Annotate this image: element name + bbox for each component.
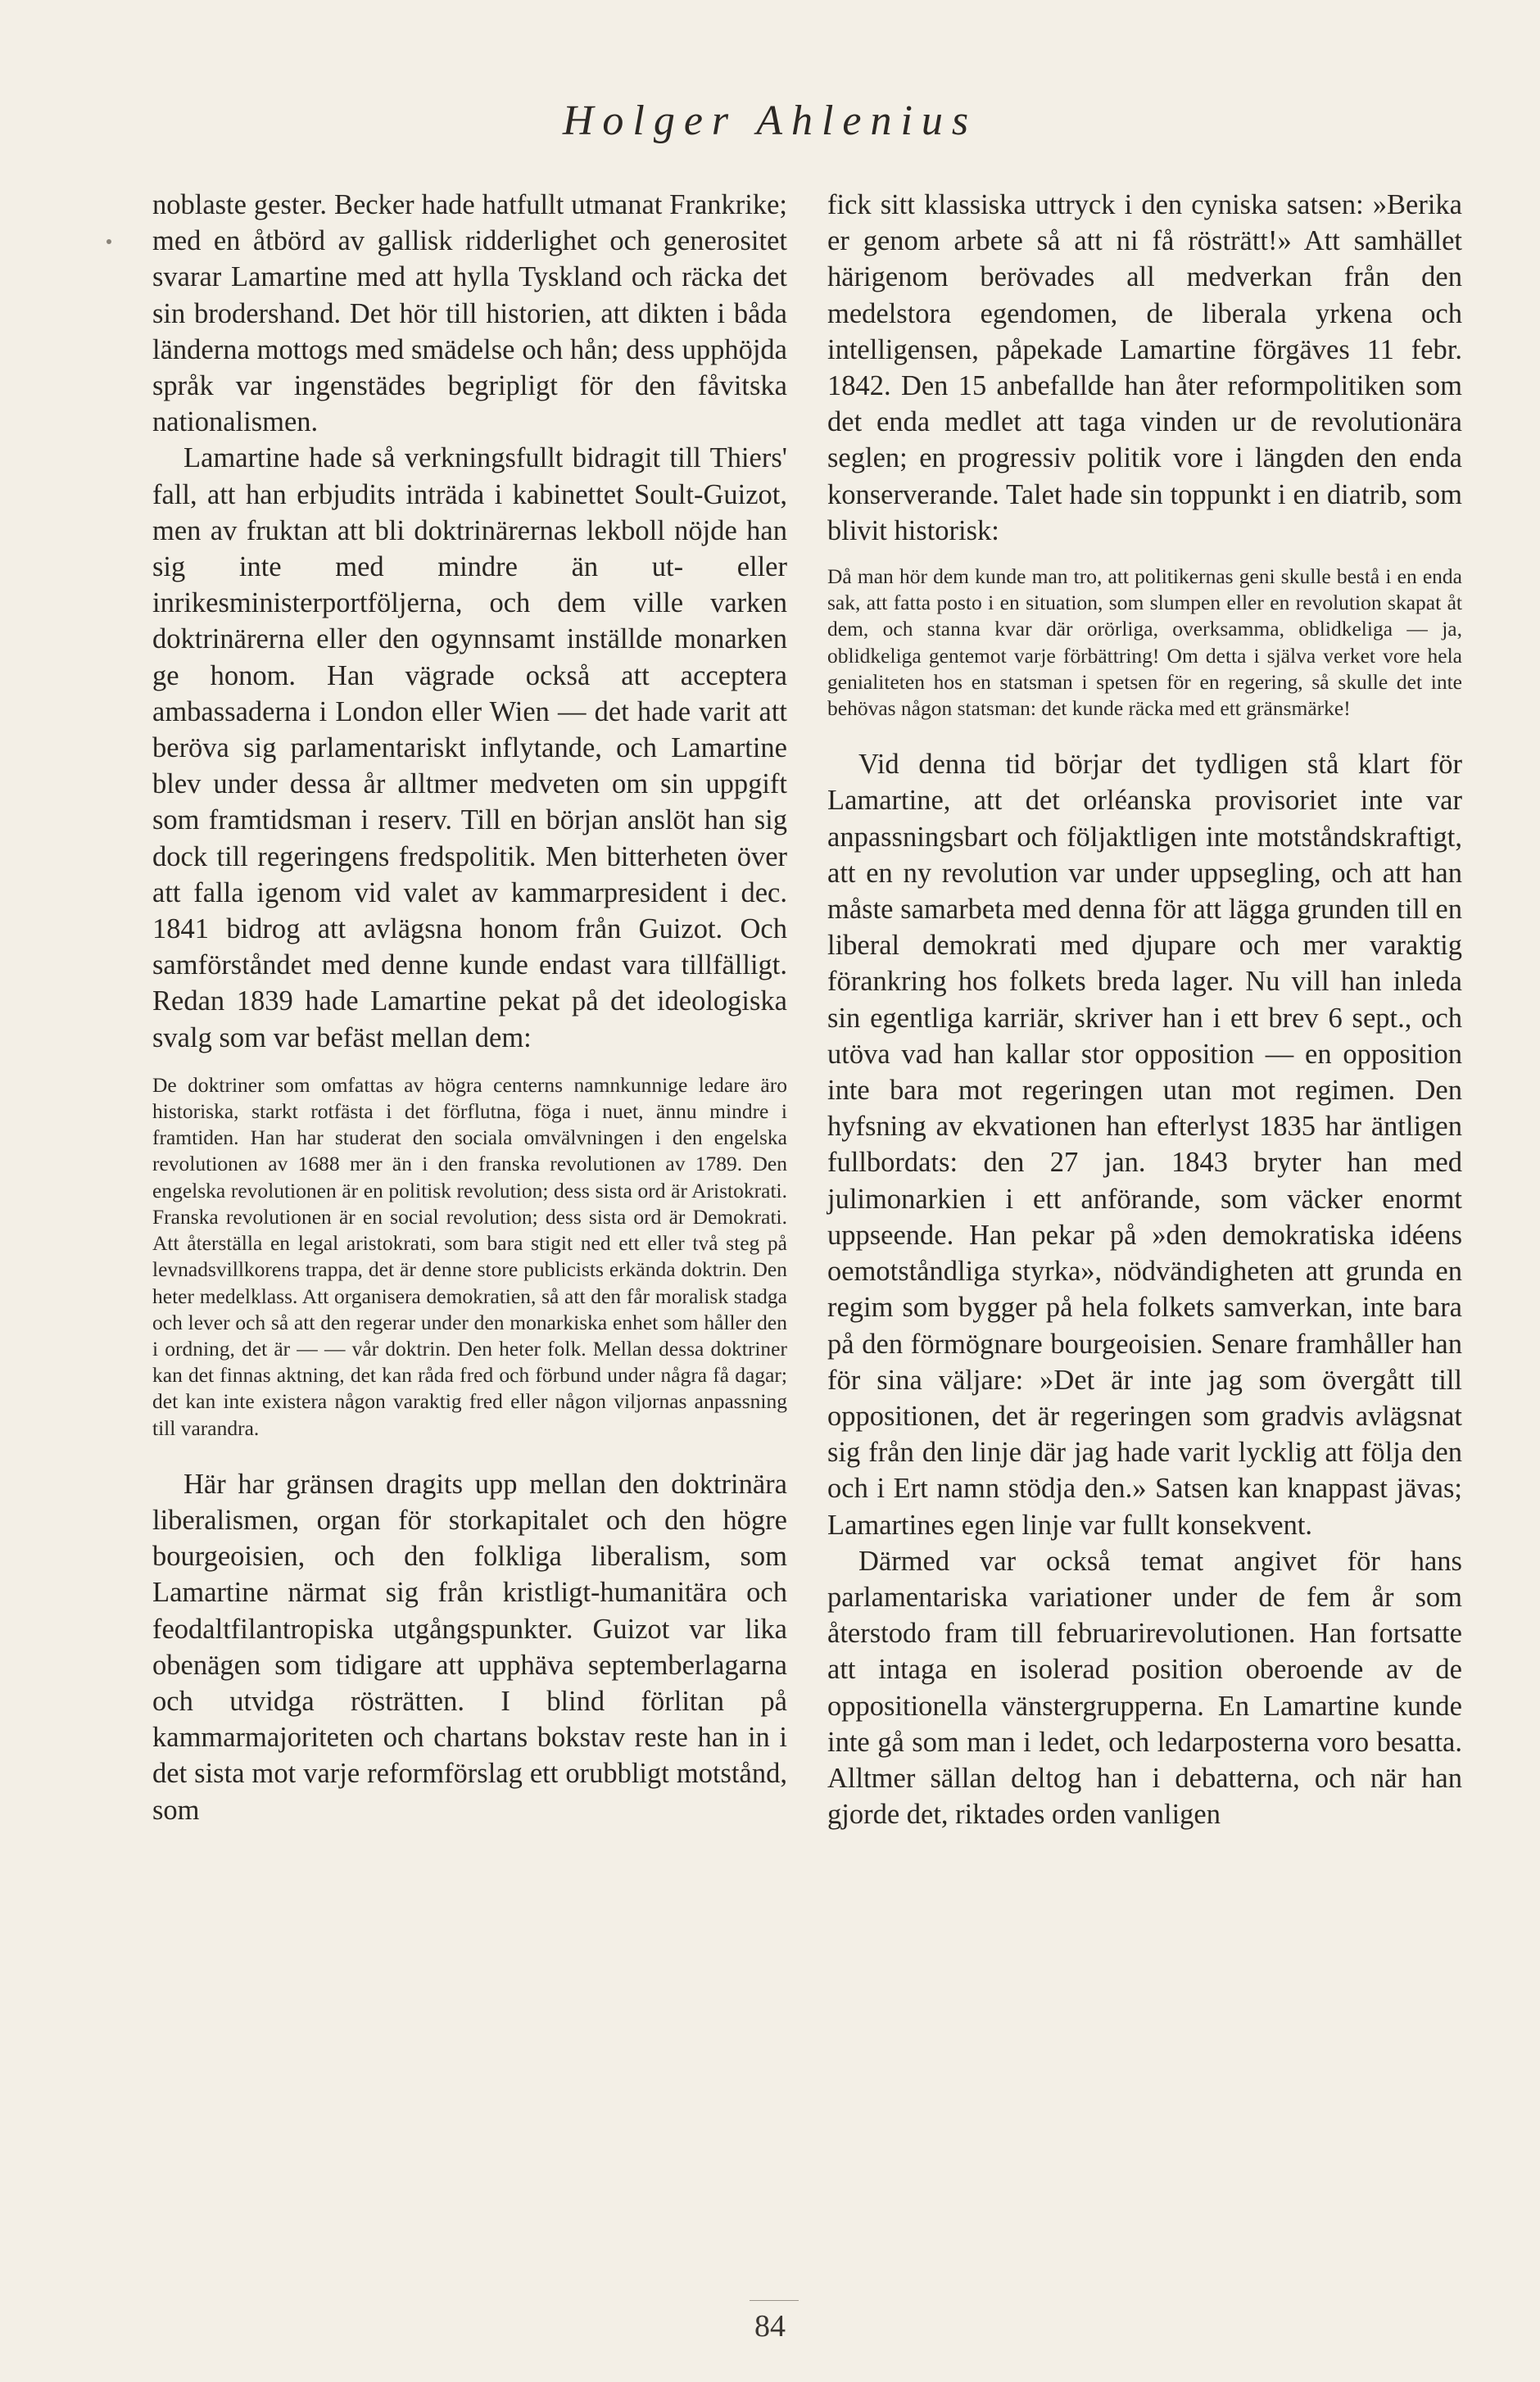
running-head: Holger Ahlenius (562, 97, 978, 144)
left-column (152, 187, 787, 1828)
body-paragraph: fick sitt klassiska uttryck i den cyniska satsen: »Berika er genom arbete så att ni få rösträtt!» Att samhället härigenom berövades all medverkan från den medelstora egendomen, de liberala yrkena och intelligensen, påpekade Lamartine förgäves 11 febr. 1842. Den 15 anbefallde han åter reformpolitiken som det enda medlet att taga vinden ur de revolutionära seglen; en progressiv politik vore i längden den enda konserverande. Talet hade sin toppunkt i en diatrib, som blivit historisk: (827, 189, 1462, 546)
right-column (827, 187, 1462, 1832)
folio-rule (750, 2300, 799, 2301)
body-paragraph: Lamartine hade så verkningsfullt bidragit till Thiers' fall, att han erbjudits inträda i kabinettet Soult-Guizot, men av fruktan att bli doktrinärernas lekboll nöjde han sig inte med mindre än ut- eller inrikesministerportföljerna, och dem ville varken doktrinärerna eller den ogynnsamt inställde monarken ge honom. Han vägrade också att acceptera ambassaderna i London eller Wien — det hade varit att beröva sig parlamentariskt inflytande, och Lamartine blev under dessa år alltmer medveten om sin uppgift som framtidsman i reserv. Till en början anslöt han sig dock till regeringens fredspolitik. Men bitterheten över att falla igenom vid valet av kammarpresident i dec. 1841 bidrog att avlägsna honom från Guizot. Och samförståndet med denne kunde endast vara tillfälligt. Redan 1839 hade Lamartine pekat på det ideologiska svalg som var befäst mellan dem: (152, 442, 787, 1053)
body-paragraph: Vid denna tid börjar det tydligen stå klart för Lamartine, att det orléanska provisoriet inte var anpassningsbart och följaktligen inte motståndskraftigt, att en ny revolution var under uppsegling, och att han måste samarbeta med denna för att lägga grunden till en liberal demokrati med djupare och mer varaktig förankring hos folkets breda lager. Nu vill han inleda sin egentliga karriär, skriver han i ett brev 6 sept., och utöva vad han kallar stor opposition — en opposition inte bara mot regeringen utan mot regimen. Den hyfsning av ekvationen han efterlyst 1835 har äntligen fullbordats: den 27 jan. 1843 bryter han med julimonarkien i ett anförande, som väcker enormt uppseende. Han pekar på »den demokratiska idéens oemotståndliga styrka», nödvändigheten att grunda en regim som bygger på hela folkets samverkan, inte bara på den förmögnare bourgeoisien. Senare framhåller han för sina väljare: »Det är inte jag som övergått till oppositionen, det är regeringen som gradvis avlägsnat sig från den linje där jag hade varit lycklig att följa den och i Ert namn stödja den.» Satsen kan knappast jävas; Lamartines egen linje var fullt konsekvent. (827, 749, 1462, 1541)
block-quote: De doktriner som omfattas av högra centerns namnkunnige ledare äro historiska, starkt rotfästa i det förflutna, föga i nuet, ännu mindre i framtiden. Han har studerat den sociala omvälvningen i den engelska revolutionen av 1688 mer än i den franska revolutionen av 1789. Den engelska revolutionen är en politisk revolution; dess sista ord är Aristokrati. Franska revolutionen är en social revolution; dess sista ord är Demokrati. Att återställa en legal aristokrati, som bara stigit ned ett eller två steg på levnadsvillkorens trappa, det är denne store publicists erkända doktrin. Den heter medelklass. Att organisera demokratien, så att den får moralisk stadga och lever och så att den regerar under den monarkiska enhet som håller den i ordning, det är — — vår doktrin. Den heter folk. Mellan dessa doktriner kan det finnas aktning, det kan råda fred och förbund under några få dagar; det kan inte existera någon varaktig fred eller någon viljornas anpassning till varandra. (152, 1072, 787, 1440)
body-paragraph: Här har gränsen dragits upp mellan den doktrinära liberalismen, organ för storkapitalet och den högre bourgeoisien, och den folkliga liberalism, som Lamartine närmat sig från kristligt-humanitära och feodaltfilantropiska utgångspunkter. Guizot var lika obenägen som tidigare att upphäva septemberlagarna och utvidga rösträtten. I blind förlitan på kammarmajoriteten och chartans bokstav reste han in i det sista mot varje reformförslag ett orubbligt motstånd, som (152, 1468, 787, 1826)
body-paragraph: Därmed var också temat angivet för hans parlamentariska variationer under de fem år som återstodo fram till februarirevolutionen. Han fortsatte att intaga en isolerad position oberoende av de oppositionella vänstergrupperna. En Lamartine kunde inte gå som man i ledet, och ledarposterna voro besatta. Alltmer sällan deltog han i debatterna, och när han gjorde det, riktades orden vanligen (827, 1545, 1462, 1831)
margin-speck (106, 239, 111, 244)
block-quote: Då man hör dem kunde man tro, att politikernas geni skulle bestå i en enda sak, att fatta posto i en situation, som slumpen eller en revolution skapat åt dem, och stanna kvar där orörliga, overksamma, oblidkeliga — ja, oblidkeliga gentemot varje förbättring! Om detta i själva verket vore hela genialiteten hos en statsman i spetsen för en regering, så skulle det inte behövas någon statsman: det kunde räcka med ett gränsmärke! (827, 564, 1462, 721)
body-paragraph: noblaste gester. Becker hade hatfullt utmanat Frankrike; med en åtbörd av gallisk ridderlighet och generositet svarar Lamartine med att hylla Tyskland och räcka det sin brodershand. Det hör till historien, att dikten i båda länderna mottogs med smädelse och hån; dess upphöjda språk var ingenstädes begripligt för den fåvitska nationalismen. (152, 189, 787, 438)
page-number: 84 (754, 2309, 786, 2344)
